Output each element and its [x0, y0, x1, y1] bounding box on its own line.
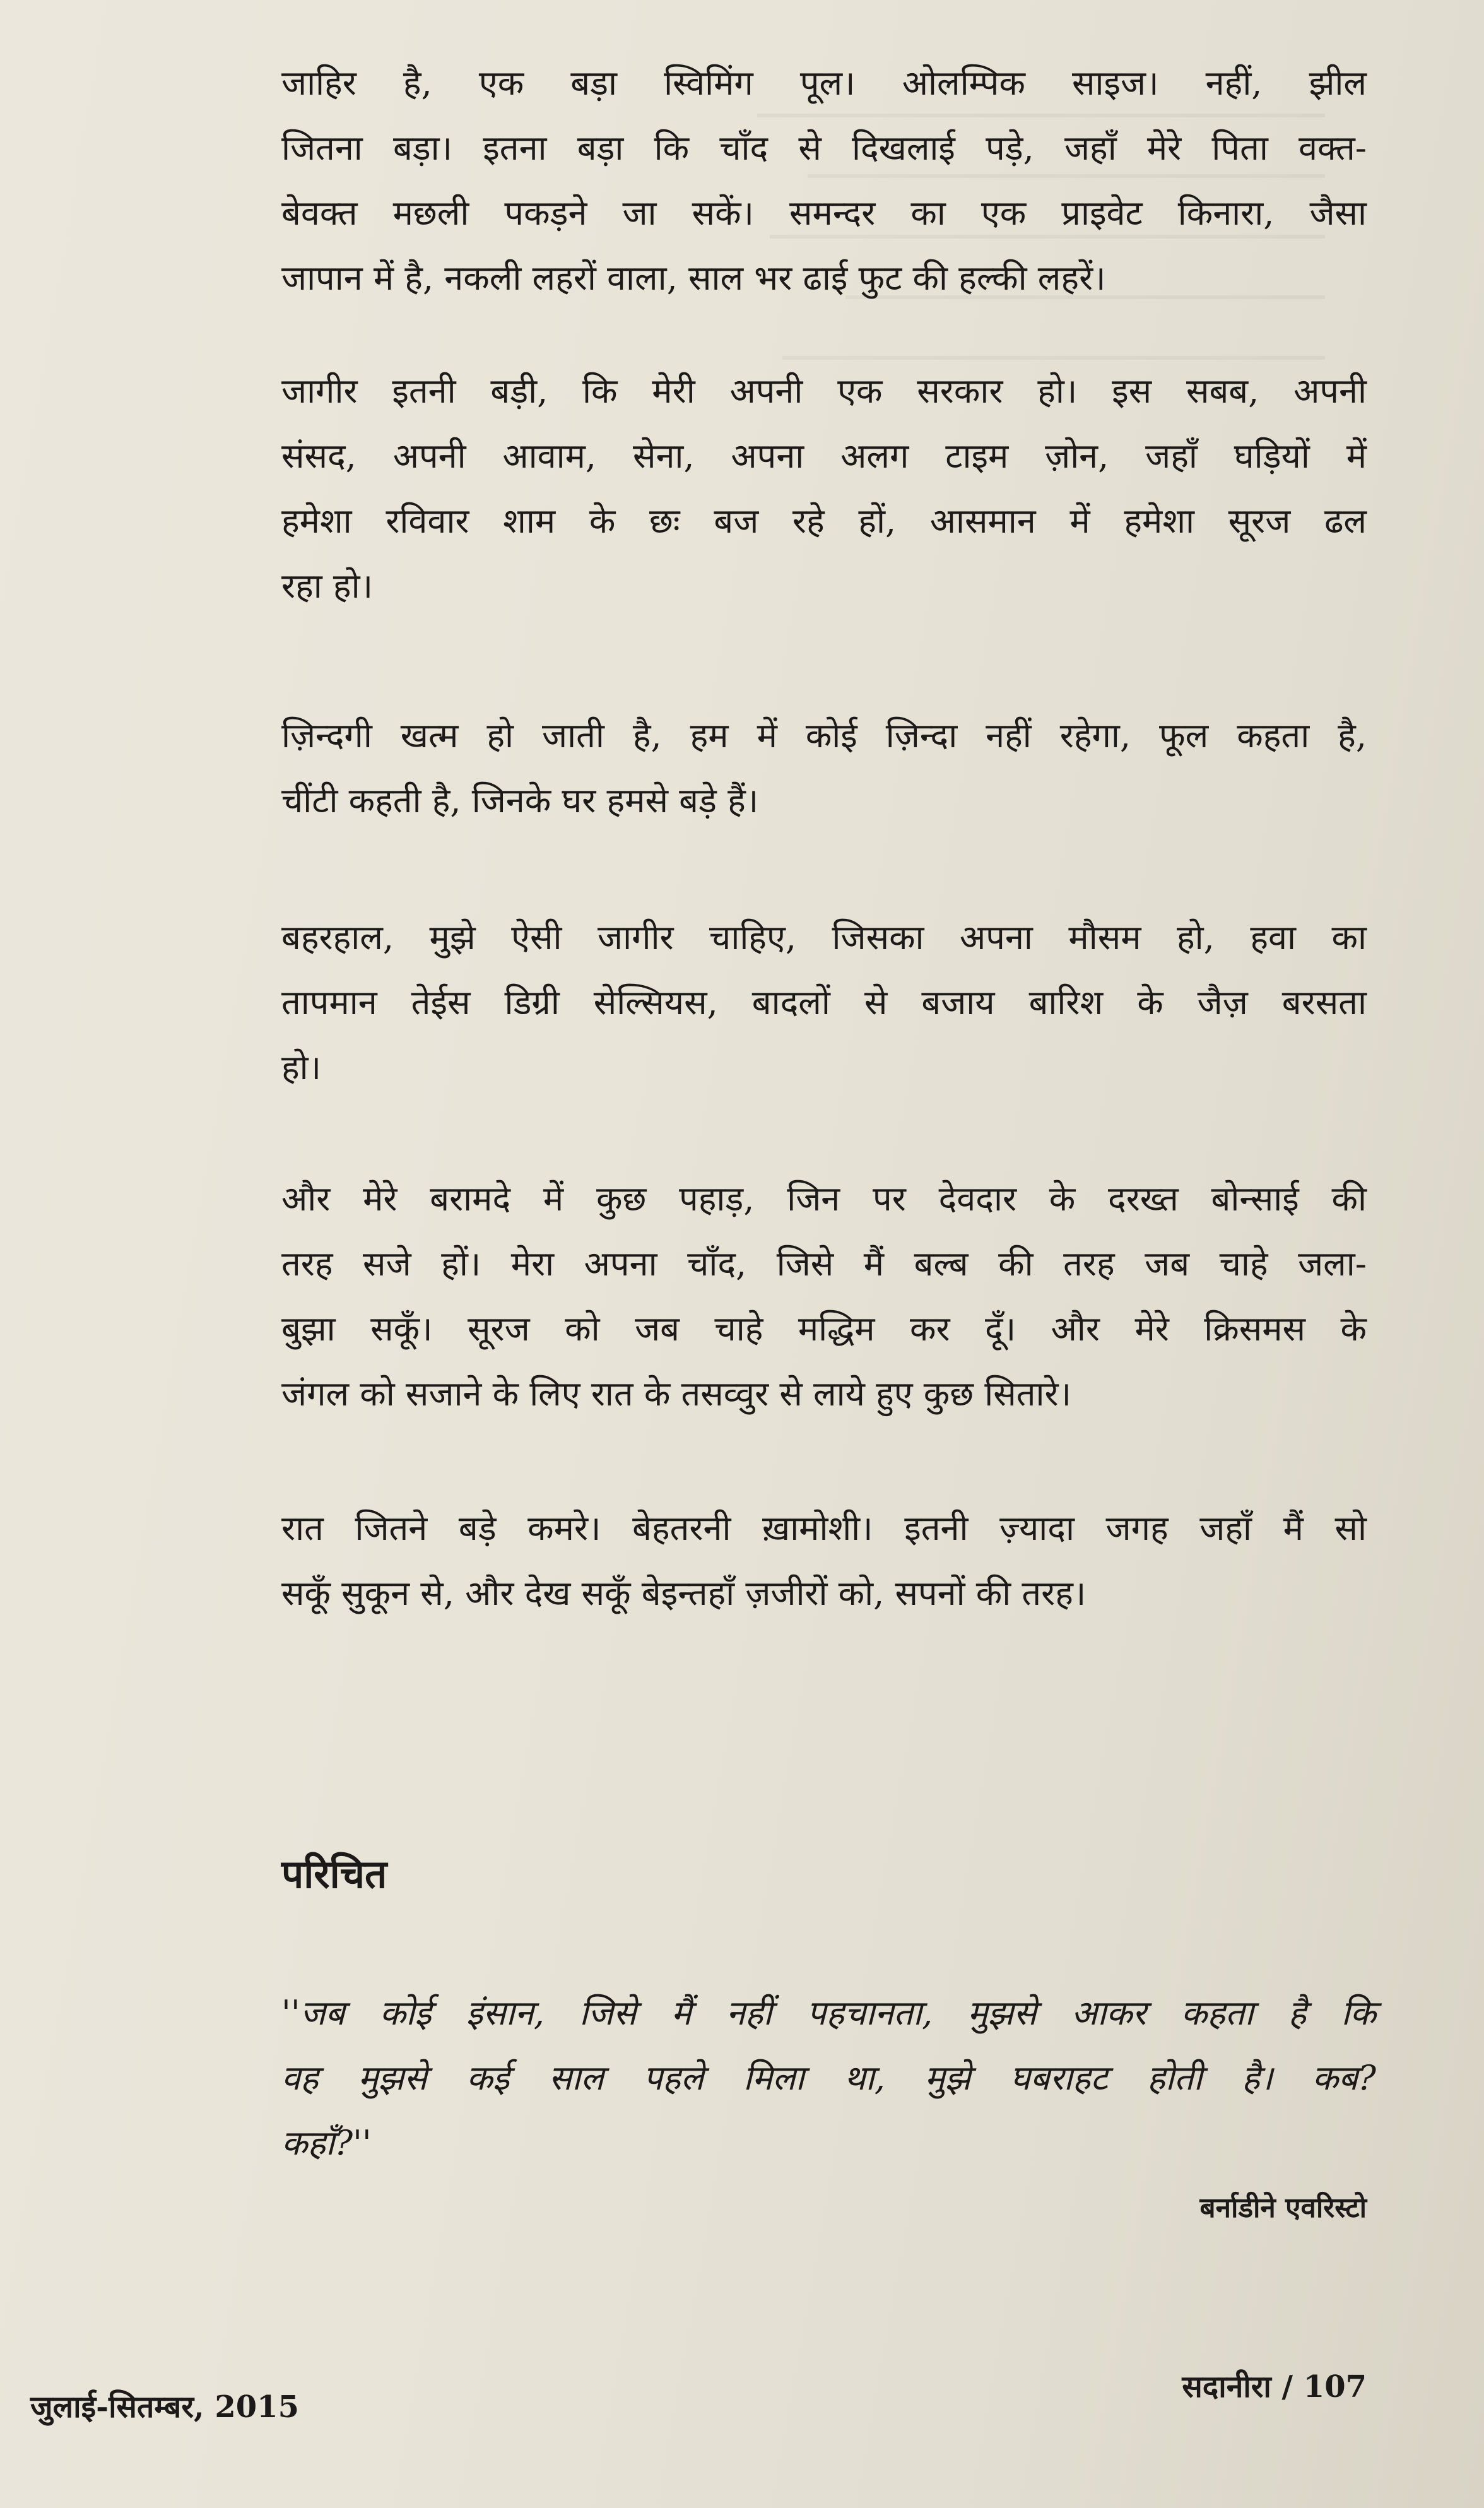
section-heading: परिचित	[281, 1851, 387, 1897]
text-line: चींटी कहती है, जिनके घर हमसे बड़े हैं।	[281, 781, 759, 820]
text-line: संसद, अपनी आवाम, सेना, अपना अलग टाइम ज़ोन, जहाँ घड़ियों में	[281, 436, 1367, 476]
paragraph-5	[281, 1166, 1367, 1426]
text-line: ज़िन्दगी खत्म हो जाती है, हम में कोई ज़िन्दा नहीं रहेगा, फूल कहता है,	[281, 716, 1367, 755]
text-line: जंगल को सजाने के लिए रात के तसव्वुर से लाये हुए कुछ सितारे।	[281, 1374, 1072, 1414]
quote-author: बर्नाडीने एवरिस्टो	[1199, 2192, 1367, 2224]
paragraph-3	[281, 703, 1367, 833]
text-line: बेवक्त मछली पकड़ने जा सकें। समन्दर का एक प्राइवेट किनारा, जैसा	[281, 193, 1367, 233]
text-line: और मेरे बरामदे में कुछ पहाड़, जिन पर देवदार के दरख्त बोन्साई की	[281, 1179, 1367, 1219]
quote-line: ''जब कोई इंसान, जिसे मैं नहीं पहचानता, मुझसे आकर कहता है कि	[281, 1993, 1376, 2033]
text-line: जागीर इतनी बड़ी, कि मेरी अपनी एक सरकार हो। इस सबब, अपनी	[281, 371, 1367, 411]
text-line: जापान में है, नकली लहरों वाला, साल भर ढाई फुट की हल्की लहरें।	[281, 258, 1106, 298]
paragraph-4	[281, 905, 1367, 1100]
quote-line: कहाँ?''	[281, 2123, 372, 2163]
text-line: जितना बड़ा। इतना बड़ा कि चाँद से दिखलाई पड़े, जहाँ मेरे पिता वक्त-	[281, 128, 1367, 168]
footer-issue-date: जुलाई-सितम्बर, 2015	[30, 2389, 299, 2425]
text-line: हो।	[281, 1048, 322, 1087]
paragraph-2	[281, 358, 1367, 618]
text-line: तरह सजे हों। मेरा अपना चाँद, जिसे मैं बल्ब की तरह जब चाहे जला-	[281, 1244, 1367, 1284]
text-line: तापमान तेईस डिग्री सेल्सियस, बादलों से बजाय बारिश के जैज़ बरसता	[281, 983, 1367, 1022]
text-line: सकूँ सुकून से, और देख सकूँ बेइन्तहाँ ज़जीरों को, सपनों की तरह।	[281, 1573, 1086, 1613]
text-line: जाहिर है, एक बड़ा स्विमिंग पूल। ओलम्पिक साइज। नहीं, झील	[281, 63, 1367, 103]
quote-line: वह मुझसे कई साल पहले मिला था, मुझे घबराहट होती है। कब?	[281, 2058, 1376, 2098]
text-line: रात जितने बड़े कमरे। बेहतरनी ख़ामोशी। इतनी ज़्यादा जगह जहाँ मैं सो	[281, 1508, 1367, 1548]
paragraph-1	[281, 50, 1367, 311]
footer-page-number: सदानीरा / 107	[1182, 2369, 1367, 2404]
text-line: बुझा सकूँ। सूरज को जब चाहे मद्धिम कर दूँ। और मेरे क्रिसमस के	[281, 1309, 1367, 1349]
quote-block	[281, 1980, 1376, 2175]
paragraph-6	[281, 1496, 1367, 1626]
text-line: हमेशा रविवार शाम के छः बज रहे हों, आसमान में हमेशा सूरज ढल	[281, 501, 1367, 541]
text-line: रहा हो।	[281, 566, 374, 606]
text-line: बहरहाल, मुझे ऐसी जागीर चाहिए, जिसका अपना मौसम हो, हवा का	[281, 918, 1367, 957]
